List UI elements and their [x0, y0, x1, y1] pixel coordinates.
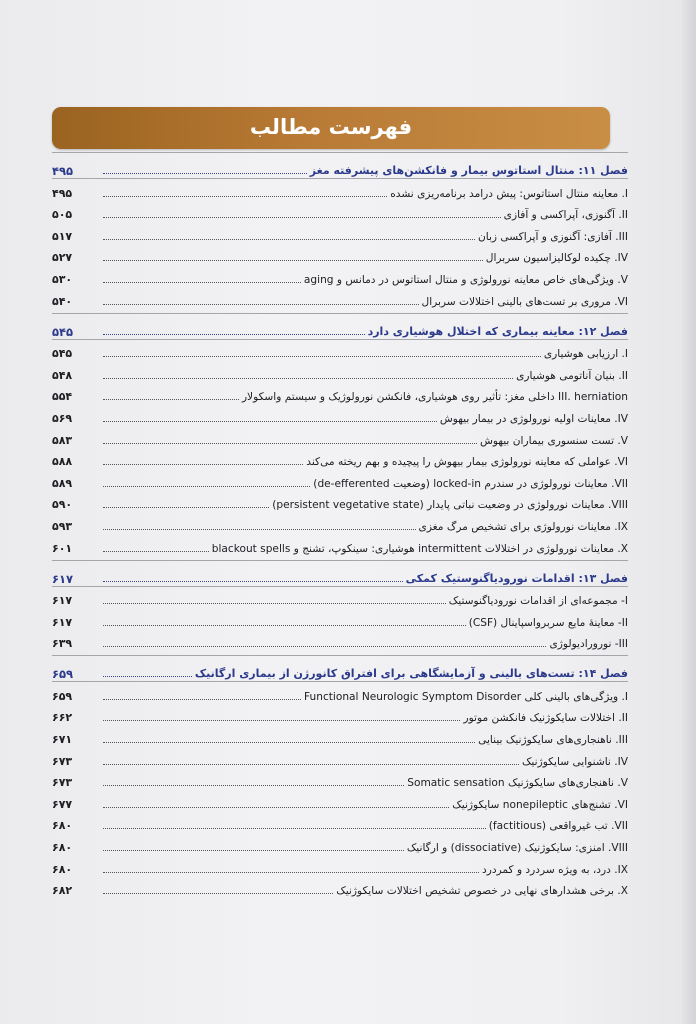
toc-entry[interactable] — [52, 682, 628, 704]
entry-page-number: ۶۳۹ — [52, 637, 73, 651]
page-edge — [682, 0, 696, 1024]
dot-leader — [103, 646, 546, 647]
entry-title: IV. معاینات اولیه نورولوژی در بیمار بیهوش — [439, 412, 628, 425]
dot-leader — [103, 196, 387, 197]
dot-leader — [103, 217, 501, 218]
chapter-section — [52, 153, 628, 309]
dot-leader — [103, 421, 437, 422]
dot-leader — [103, 443, 477, 444]
toc-entry[interactable] — [52, 491, 628, 513]
chapter-heading[interactable] — [52, 659, 628, 681]
entry-page-number: ۵۸۸ — [52, 455, 73, 469]
toc-entry[interactable] — [52, 855, 628, 877]
chapter-heading[interactable] — [52, 564, 628, 586]
dot-leader — [103, 699, 301, 700]
entry-page-number: ۴۹۵ — [52, 186, 73, 200]
dot-leader — [103, 282, 301, 283]
toc-entry[interactable] — [52, 747, 628, 769]
entry-title: I. ارزیابی هوشیاری — [543, 348, 628, 361]
dot-leader — [103, 551, 209, 552]
dot-leader — [103, 850, 404, 851]
entry-page-number: ۶۱۷ — [52, 594, 73, 608]
toc-entry[interactable] — [52, 383, 628, 405]
dot-leader — [103, 603, 446, 604]
entry-page-number: ۶۷۱ — [52, 733, 73, 747]
chapter-page-number: ۵۴۵ — [52, 324, 74, 339]
entry-page-number: ۵۸۳ — [52, 433, 73, 447]
entry-page-number: ۶۸۰ — [52, 819, 73, 833]
chapter-section — [52, 561, 628, 652]
dot-leader — [103, 399, 239, 400]
entry-page-number: ۶۶۲ — [52, 711, 73, 725]
toc-entry[interactable] — [52, 404, 628, 426]
toc-entry[interactable] — [52, 534, 628, 556]
toc-entry[interactable] — [52, 812, 628, 834]
entry-page-number: ۶۱۷ — [52, 615, 73, 629]
dot-leader — [103, 872, 479, 873]
dot-leader — [103, 334, 365, 335]
chapter-section — [52, 314, 628, 556]
toc-entry[interactable] — [52, 265, 628, 287]
entry-title: II. آگنوزی، آپراکسی و آفازی — [503, 209, 628, 222]
entry-title: IV. ناشنوایی سایکوژنیک — [521, 755, 628, 768]
dot-leader — [103, 304, 419, 305]
entry-title: II- معاینهٔ مایع سربرواسپاینال (CSF) — [468, 616, 628, 629]
entry-title: IX. درد، به ویژه سردرد و کمردرد — [482, 863, 628, 876]
entry-title: V. ویژگی‌های خاص معاینه نورولوژی و منتال استاتوس در دمانس و aging — [303, 273, 628, 286]
chapter-page-number: ۴۹۵ — [52, 164, 74, 178]
toc-entry[interactable] — [52, 725, 628, 747]
dot-leader — [103, 507, 269, 508]
toc-title-banner — [52, 107, 610, 149]
entry-page-number: ۶۰۱ — [52, 541, 73, 555]
entry-page-number: ۶۷۳ — [52, 776, 73, 790]
toc-entry[interactable] — [52, 630, 628, 652]
entry-title: VI. تشنج‌های nonepileptic سایکوژنیک — [452, 798, 628, 811]
entry-title: II. بنیان آناتومی هوشیاری — [516, 369, 628, 382]
dot-leader — [103, 529, 416, 530]
entry-title: I- مجموعه‌ای از اقدامات نورودیاگنوستیک — [448, 595, 628, 608]
entry-title: II. اختلالات سایکوژنیک فانکشن موتور — [463, 712, 628, 725]
entry-title: X. معاینات نورولوژی در اختلالات intermittent هوشیاری: سینکوپ، تشنج و blackout spells — [211, 542, 628, 555]
entry-page-number: ۶۷۳ — [52, 754, 73, 768]
toc-entry[interactable] — [52, 222, 628, 244]
entry-title: VIII. معاینات نورولوژی در وضعیت نباتی پایدار (persistent vegetative state) — [272, 499, 628, 512]
entry-title: III. آفازی: آگنوزی و آپراکسی زبان — [477, 230, 628, 243]
chapter-heading[interactable] — [52, 317, 628, 339]
toc-entry[interactable] — [52, 704, 628, 726]
entry-page-number: ۵۴۵ — [52, 347, 73, 361]
entry-title: V. تست سنسوری بیماران بیهوش — [479, 434, 628, 447]
toc-entry[interactable] — [52, 340, 628, 362]
entry-title: VII. معاینات نورولوژی در سندرم locked-in (وضعیت de-efferented) — [313, 477, 628, 490]
toc-entry[interactable] — [52, 426, 628, 448]
chapter-section — [52, 656, 628, 898]
entry-page-number: ۵۹۰ — [52, 498, 73, 512]
entry-page-number: ۵۴۸ — [52, 368, 73, 382]
dot-leader — [103, 581, 403, 582]
entry-page-number: ۵۵۴ — [52, 390, 73, 404]
chapter-title: فصل ۱۲: معاینه بیماری که اختلال هوشیاری دارد — [367, 324, 628, 338]
dot-leader — [103, 742, 475, 743]
chapter-page-number: ۶۱۷ — [52, 571, 74, 586]
entry-page-number: ۵۸۹ — [52, 476, 73, 490]
toc-entry[interactable] — [52, 790, 628, 812]
chapter-title: فصل ۱۳: اقدامات نورودیاگنوستیک کمکی — [405, 571, 628, 585]
entry-title: III- نورورادیولوژی — [549, 638, 628, 651]
entry-title: III. ناهنجاری‌های سایکوژنیک بینایی — [478, 734, 628, 747]
dot-leader — [103, 239, 475, 240]
entry-page-number: ۵۲۷ — [52, 251, 73, 265]
chapter-page-number: ۶۵۹ — [52, 667, 74, 682]
entry-page-number: ۵۰۵ — [52, 208, 73, 222]
toc-entry[interactable] — [52, 469, 628, 491]
entry-title: V. ناهنجاری‌های سایکوژنیک Somatic sensation — [407, 777, 628, 790]
dot-leader — [103, 260, 483, 261]
dot-leader — [103, 807, 449, 808]
toc-entry[interactable] — [52, 179, 628, 201]
entry-page-number: ۶۸۰ — [52, 862, 73, 876]
entry-page-number: ۶۷۷ — [52, 797, 73, 811]
entry-page-number: ۶۸۰ — [52, 841, 73, 855]
dot-leader — [103, 720, 460, 721]
dot-leader — [103, 486, 310, 487]
dot-leader — [103, 785, 404, 786]
entry-page-number: ۶۵۹ — [52, 689, 73, 703]
toc-entry[interactable] — [52, 877, 628, 899]
table-of-contents — [52, 152, 628, 898]
entry-title: I. ویژگی‌های بالینی کلی Functional Neurologic Symptom Disorder — [304, 690, 628, 703]
entry-page-number: ۵۴۰ — [52, 294, 73, 308]
chapter-heading[interactable] — [52, 156, 628, 178]
dot-leader — [103, 464, 303, 465]
entry-title: IX. معاینات نورولوژی برای تشخیص مرگ مغزی — [418, 520, 628, 533]
entry-title: IV. چکیده لوکالیزاسیون سربرال — [485, 252, 628, 265]
page-title: فهرست مطالب — [249, 115, 413, 139]
toc-entry[interactable] — [52, 587, 628, 609]
toc-entry[interactable] — [52, 833, 628, 855]
toc-entry[interactable] — [52, 201, 628, 223]
chapter-title: فصل ۱۱: منتال استاتوس بیمار و فانکشن‌های پیشرفته مغز — [309, 164, 628, 177]
entry-title: III. herniation داخلی مغز: تأثیر روی هوشیاری، فانکشن نورولوژیک و سیستم واسکولار — [241, 391, 628, 404]
toc-entry[interactable] — [52, 512, 628, 534]
dot-leader — [103, 676, 192, 677]
dot-leader — [103, 764, 519, 765]
toc-entry[interactable] — [52, 448, 628, 470]
entry-title: VI. مروری بر تست‌های بالینی اختلالات سربرال — [421, 295, 628, 308]
entry-page-number: ۵۳۰ — [52, 272, 73, 286]
entry-page-number: ۵۶۹ — [52, 411, 73, 425]
entry-page-number: ۵۹۳ — [52, 519, 73, 533]
dot-leader — [103, 173, 307, 174]
entry-title: VIII. امنزی: سایکوژنیک (dissociative) و ارگانیک — [406, 842, 628, 855]
dot-leader — [103, 828, 486, 829]
toc-entry[interactable] — [52, 287, 628, 309]
chapter-title: فصل ۱۴: تست‌های بالینی و آزمایشگاهی برای افتراق کانورژن از بیماری ارگانیک — [194, 667, 628, 681]
entry-title: X. برخی هشدارهای نهایی در خصوص تشخیص اختلالات سایکوژنیک — [336, 885, 628, 898]
entry-title: VII. تب غیرواقعی (factitious) — [488, 820, 628, 833]
entry-page-number: ۶۸۲ — [52, 884, 73, 898]
dot-leader — [103, 356, 541, 357]
dot-leader — [103, 378, 513, 379]
toc-entry[interactable] — [52, 608, 628, 630]
entry-title: I. معاینه منتال استاتوس: پیش درامد برنامه‌ریزی نشده — [390, 187, 628, 200]
dot-leader — [103, 893, 333, 894]
toc-entry[interactable] — [52, 361, 628, 383]
entry-page-number: ۵۱۷ — [52, 229, 73, 243]
toc-entry[interactable] — [52, 769, 628, 791]
dot-leader — [103, 625, 466, 626]
toc-entry[interactable] — [52, 244, 628, 266]
entry-title: VI. عواملی که معاینه نورولوژی بیمار بیهوش را پیچیده و بهم ریخته می‌کند — [306, 456, 628, 469]
